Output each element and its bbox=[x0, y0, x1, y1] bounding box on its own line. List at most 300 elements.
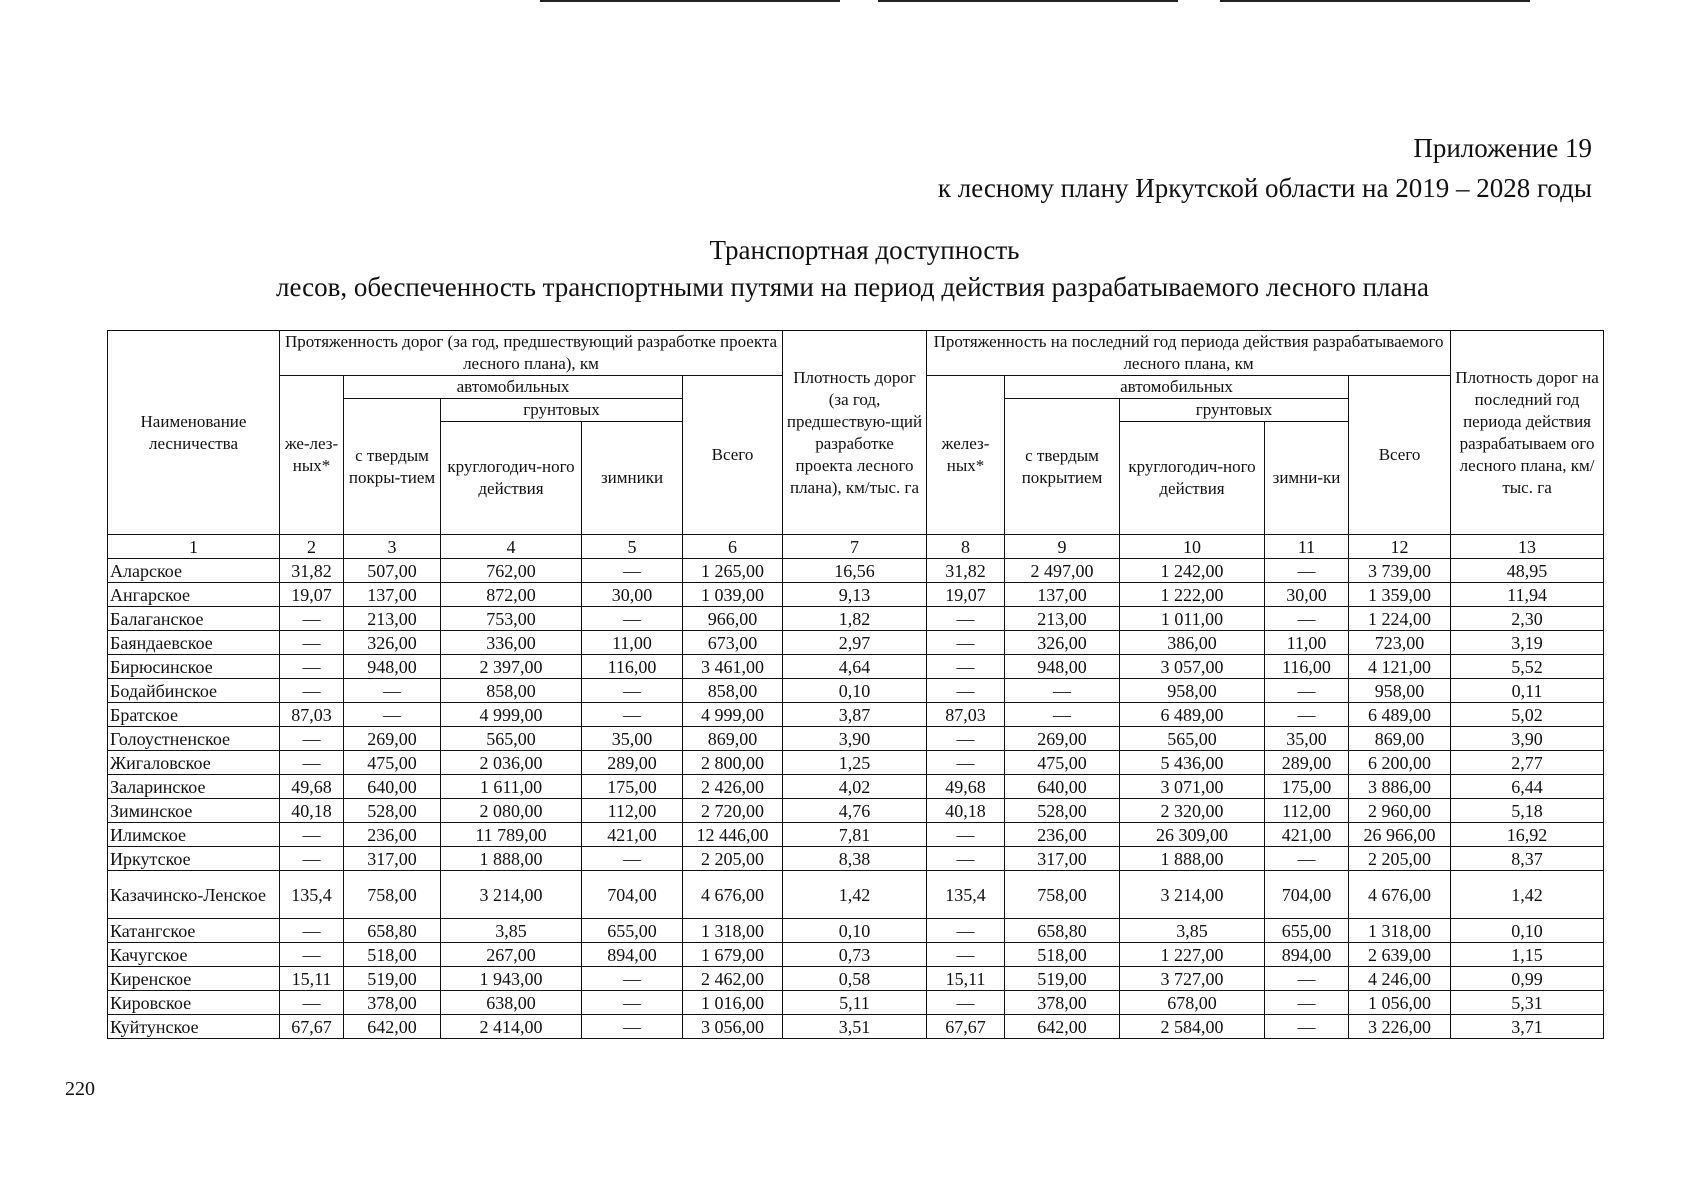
table-cell: 3 214,00 bbox=[1120, 871, 1265, 919]
table-cell: 3 886,00 bbox=[1349, 775, 1451, 799]
table-cell: 175,00 bbox=[582, 775, 683, 799]
table-cell: 1,25 bbox=[783, 751, 927, 775]
table-cell: 519,00 bbox=[1005, 967, 1120, 991]
table-cell: 3 071,00 bbox=[1120, 775, 1265, 799]
table-row bbox=[108, 919, 1604, 943]
table-cell: 528,00 bbox=[344, 799, 441, 823]
table-cell: 317,00 bbox=[1005, 847, 1120, 871]
scan-edge-line bbox=[540, 0, 840, 2]
table-cell: 378,00 bbox=[1005, 991, 1120, 1015]
header-dirt-after: грунтовых bbox=[1120, 399, 1349, 422]
table-cell: — bbox=[1005, 679, 1120, 703]
forestry-name-cell: Бодайбинское bbox=[108, 679, 280, 703]
column-number: 10 bbox=[1120, 535, 1265, 559]
header-total-before: Всего bbox=[683, 376, 783, 535]
page-number: 220 bbox=[65, 1078, 95, 1100]
forestry-name-cell: Братское bbox=[108, 703, 280, 727]
table-cell: 658,80 bbox=[1005, 919, 1120, 943]
table-cell: 135,4 bbox=[280, 871, 344, 919]
table-cell: 518,00 bbox=[1005, 943, 1120, 967]
table-cell: 869,00 bbox=[683, 727, 783, 751]
table-cell: — bbox=[344, 703, 441, 727]
column-number: 9 bbox=[1005, 535, 1120, 559]
table-cell: 213,00 bbox=[1005, 607, 1120, 631]
appendix-number: Приложение 19 bbox=[1413, 133, 1592, 163]
header-winter-before: зимники bbox=[582, 422, 683, 535]
forestry-name-cell: Иркутское bbox=[108, 847, 280, 871]
table-cell: 966,00 bbox=[683, 607, 783, 631]
table-cell: 26 966,00 bbox=[1349, 823, 1451, 847]
table-cell: — bbox=[1265, 607, 1349, 631]
table-cell: 858,00 bbox=[683, 679, 783, 703]
table-cell: 289,00 bbox=[1265, 751, 1349, 775]
table-cell: — bbox=[280, 991, 344, 1015]
table-cell: 3,85 bbox=[441, 919, 582, 943]
table-cell: — bbox=[927, 991, 1005, 1015]
column-number: 13 bbox=[1451, 535, 1604, 559]
scan-edge-line bbox=[1220, 0, 1530, 2]
table-cell: 16,56 bbox=[783, 559, 927, 583]
table-cell: 317,00 bbox=[344, 847, 441, 871]
column-number: 11 bbox=[1265, 535, 1349, 559]
table-cell: — bbox=[280, 655, 344, 679]
table-cell: 267,00 bbox=[441, 943, 582, 967]
table-cell: — bbox=[582, 1015, 683, 1039]
table-cell: 518,00 bbox=[344, 943, 441, 967]
table-cell: 1,15 bbox=[1451, 943, 1604, 967]
forestry-name-cell: Жигаловское bbox=[108, 751, 280, 775]
table-cell: 2 639,00 bbox=[1349, 943, 1451, 967]
table-cell: 894,00 bbox=[1265, 943, 1349, 967]
table-cell: 326,00 bbox=[344, 631, 441, 655]
forestry-name-cell: Аларское bbox=[108, 559, 280, 583]
table-cell: 1 227,00 bbox=[1120, 943, 1265, 967]
table-cell: 1 679,00 bbox=[683, 943, 783, 967]
table-cell: 3,19 bbox=[1451, 631, 1604, 655]
table-cell: 1 016,00 bbox=[683, 991, 783, 1015]
table-cell: 565,00 bbox=[441, 727, 582, 751]
table-cell: 5,52 bbox=[1451, 655, 1604, 679]
table-row bbox=[108, 799, 1604, 823]
table-cell: 11,00 bbox=[1265, 631, 1349, 655]
table-cell: 958,00 bbox=[1349, 679, 1451, 703]
table-row bbox=[108, 559, 1604, 583]
table-cell: 655,00 bbox=[1265, 919, 1349, 943]
column-number: 1 bbox=[108, 535, 280, 559]
table-row bbox=[108, 751, 1604, 775]
table-cell: 658,80 bbox=[344, 919, 441, 943]
column-number: 12 bbox=[1349, 535, 1451, 559]
table-cell: 421,00 bbox=[1265, 823, 1349, 847]
table-cell: 4 246,00 bbox=[1349, 967, 1451, 991]
table-cell: — bbox=[927, 679, 1005, 703]
column-number: 6 bbox=[683, 535, 783, 559]
table-cell: — bbox=[1265, 847, 1349, 871]
table-cell: 948,00 bbox=[344, 655, 441, 679]
forestry-name-cell: Заларинское bbox=[108, 775, 280, 799]
table-cell: 3,90 bbox=[783, 727, 927, 751]
table-row bbox=[108, 655, 1604, 679]
table-cell: 2 080,00 bbox=[441, 799, 582, 823]
appendix-header bbox=[938, 128, 1592, 208]
table-cell: 2 800,00 bbox=[683, 751, 783, 775]
table-row bbox=[108, 631, 1604, 655]
table-cell: — bbox=[1265, 679, 1349, 703]
table-cell: 2 960,00 bbox=[1349, 799, 1451, 823]
table-cell: 678,00 bbox=[1120, 991, 1265, 1015]
table-cell: — bbox=[280, 751, 344, 775]
table-cell: 6 200,00 bbox=[1349, 751, 1451, 775]
table-cell: — bbox=[927, 655, 1005, 679]
table-cell: 640,00 bbox=[1005, 775, 1120, 799]
table-cell: 0,99 bbox=[1451, 967, 1604, 991]
table-cell: — bbox=[582, 991, 683, 1015]
table-cell: 5,18 bbox=[1451, 799, 1604, 823]
table-cell: — bbox=[280, 727, 344, 751]
table-cell: 2,77 bbox=[1451, 751, 1604, 775]
table-cell: 112,00 bbox=[1265, 799, 1349, 823]
table-cell: 753,00 bbox=[441, 607, 582, 631]
table-cell: 49,68 bbox=[927, 775, 1005, 799]
table-row bbox=[108, 703, 1604, 727]
forestry-name-cell: Зиминское bbox=[108, 799, 280, 823]
table-cell: 31,82 bbox=[280, 559, 344, 583]
header-total-after: Всего bbox=[1349, 376, 1451, 535]
header-auto-before: автомобильных bbox=[344, 376, 683, 399]
header-winter-after: зимни-ки bbox=[1265, 422, 1349, 535]
forestry-name-cell: Куйтунское bbox=[108, 1015, 280, 1039]
table-cell: 26 309,00 bbox=[1120, 823, 1265, 847]
table-cell: — bbox=[280, 631, 344, 655]
table-cell: 2 414,00 bbox=[441, 1015, 582, 1039]
table-cell: 236,00 bbox=[1005, 823, 1120, 847]
table-cell: 0,11 bbox=[1451, 679, 1604, 703]
table-cell: — bbox=[582, 967, 683, 991]
table-cell: — bbox=[927, 823, 1005, 847]
table-cell: 236,00 bbox=[344, 823, 441, 847]
table-cell: 1 265,00 bbox=[683, 559, 783, 583]
table-cell: 12 446,00 bbox=[683, 823, 783, 847]
table-cell: 1,82 bbox=[783, 607, 927, 631]
table-cell: 475,00 bbox=[1005, 751, 1120, 775]
table-row bbox=[108, 775, 1604, 799]
header-density-before: Плотность дорог (за год, предшествую-щий разработке проекта лесного плана), км/тыс. га bbox=[783, 331, 927, 535]
forestry-name-cell: Казачинско-Ленское bbox=[108, 871, 280, 919]
table-cell: 135,4 bbox=[927, 871, 1005, 919]
table-cell: 2,30 bbox=[1451, 607, 1604, 631]
column-number: 8 bbox=[927, 535, 1005, 559]
table-cell: — bbox=[927, 943, 1005, 967]
table-cell: 16,92 bbox=[1451, 823, 1604, 847]
table-cell: 507,00 bbox=[344, 559, 441, 583]
table-row bbox=[108, 823, 1604, 847]
table-cell: 175,00 bbox=[1265, 775, 1349, 799]
table-row bbox=[108, 847, 1604, 871]
header-yearround-after: круглогодич-ного действия bbox=[1120, 422, 1265, 535]
table-cell: 19,07 bbox=[280, 583, 344, 607]
header-group-before: Протяженность дорог (за год, предшествующий разработке проекта лесного плана), км bbox=[280, 331, 783, 376]
header-group-after: Протяженность на последний год периода действия разрабатываемого лесного плана, км bbox=[927, 331, 1451, 376]
table-cell: 3,71 bbox=[1451, 1015, 1604, 1039]
table-cell: 4 999,00 bbox=[441, 703, 582, 727]
forestry-name-cell: Бирюсинское bbox=[108, 655, 280, 679]
table-cell: 378,00 bbox=[344, 991, 441, 1015]
title-line-2: лесов, обеспеченность транспортными путями на период действия разрабатываемого лесного плана bbox=[276, 272, 1429, 302]
table-cell: 1 039,00 bbox=[683, 583, 783, 607]
table-cell: 336,00 bbox=[441, 631, 582, 655]
table-cell: 642,00 bbox=[1005, 1015, 1120, 1039]
table-cell: 1 318,00 bbox=[1349, 919, 1451, 943]
table-cell: 137,00 bbox=[1005, 583, 1120, 607]
table-cell: — bbox=[1265, 1015, 1349, 1039]
table-cell: — bbox=[280, 607, 344, 631]
forestry-name-cell: Баяндаевское bbox=[108, 631, 280, 655]
table-cell: 4,02 bbox=[783, 775, 927, 799]
table-cell: — bbox=[1265, 967, 1349, 991]
table-cell: 19,07 bbox=[927, 583, 1005, 607]
table-cell: 1 943,00 bbox=[441, 967, 582, 991]
table-cell: 1,42 bbox=[1451, 871, 1604, 919]
table-cell: 3,85 bbox=[1120, 919, 1265, 943]
table-cell: 475,00 bbox=[344, 751, 441, 775]
column-number-row bbox=[108, 535, 1604, 559]
table-cell: 2 720,00 bbox=[683, 799, 783, 823]
table-cell: 3 226,00 bbox=[1349, 1015, 1451, 1039]
table-cell: 35,00 bbox=[582, 727, 683, 751]
table-cell: — bbox=[927, 631, 1005, 655]
table-cell: 326,00 bbox=[1005, 631, 1120, 655]
table-cell: 48,95 bbox=[1451, 559, 1604, 583]
table-cell: 386,00 bbox=[1120, 631, 1265, 655]
table-cell: 762,00 bbox=[441, 559, 582, 583]
table-row bbox=[108, 943, 1604, 967]
table-cell: 11,94 bbox=[1451, 583, 1604, 607]
appendix-subtitle: к лесному плану Иркутской области на 2019 – 2028 годы bbox=[937, 173, 1592, 203]
table-cell: 30,00 bbox=[582, 583, 683, 607]
table-cell: 30,00 bbox=[1265, 583, 1349, 607]
table-cell: — bbox=[927, 847, 1005, 871]
table-body bbox=[108, 535, 1604, 1039]
table-cell: 6 489,00 bbox=[1349, 703, 1451, 727]
header-hard-after: с твердым покрытием bbox=[1005, 399, 1120, 535]
table-cell: 958,00 bbox=[1120, 679, 1265, 703]
table-cell: 4 676,00 bbox=[1349, 871, 1451, 919]
table-cell: 5,02 bbox=[1451, 703, 1604, 727]
table-cell: — bbox=[927, 727, 1005, 751]
table-cell: 869,00 bbox=[1349, 727, 1451, 751]
table-row bbox=[108, 679, 1604, 703]
table-cell: 723,00 bbox=[1349, 631, 1451, 655]
table-cell: 11,00 bbox=[582, 631, 683, 655]
column-number: 4 bbox=[441, 535, 582, 559]
forestry-name-cell: Голоустненское bbox=[108, 727, 280, 751]
table-cell: 1 222,00 bbox=[1120, 583, 1265, 607]
table-cell: 0,10 bbox=[783, 679, 927, 703]
table-cell: 642,00 bbox=[344, 1015, 441, 1039]
table-cell: 6,44 bbox=[1451, 775, 1604, 799]
table-cell: 8,38 bbox=[783, 847, 927, 871]
table-cell: — bbox=[280, 919, 344, 943]
document-title bbox=[0, 232, 1705, 306]
table-cell: 1 011,00 bbox=[1120, 607, 1265, 631]
table-cell: 565,00 bbox=[1120, 727, 1265, 751]
table-cell: 289,00 bbox=[582, 751, 683, 775]
forestry-name-cell: Илимское bbox=[108, 823, 280, 847]
table-cell: 40,18 bbox=[280, 799, 344, 823]
table-cell: 1,42 bbox=[783, 871, 927, 919]
table-cell: 1 888,00 bbox=[1120, 847, 1265, 871]
forestry-name-cell: Балаганское bbox=[108, 607, 280, 631]
header-name: Наименование лесничества bbox=[108, 331, 280, 535]
table-cell: 3 214,00 bbox=[441, 871, 582, 919]
header-density-after: Плотность дорог на последний год периода действия разрабатываем ого лесного плана, км/тыс. га bbox=[1451, 331, 1604, 535]
table-cell: — bbox=[280, 679, 344, 703]
header-auto-after: автомобильных bbox=[1005, 376, 1349, 399]
table-cell: 11 789,00 bbox=[441, 823, 582, 847]
table-cell: 2 036,00 bbox=[441, 751, 582, 775]
table-row bbox=[108, 967, 1604, 991]
table-cell: 1 224,00 bbox=[1349, 607, 1451, 631]
table-cell: 4 676,00 bbox=[683, 871, 783, 919]
table-cell: 758,00 bbox=[344, 871, 441, 919]
table-cell: 638,00 bbox=[441, 991, 582, 1015]
table-cell: 87,03 bbox=[927, 703, 1005, 727]
column-number: 7 bbox=[783, 535, 927, 559]
forestry-name-cell: Ангарское bbox=[108, 583, 280, 607]
table-cell: 3,51 bbox=[783, 1015, 927, 1039]
table-cell: 137,00 bbox=[344, 583, 441, 607]
table-cell: 1 242,00 bbox=[1120, 559, 1265, 583]
table-cell: 704,00 bbox=[1265, 871, 1349, 919]
table-cell: 67,67 bbox=[927, 1015, 1005, 1039]
table-cell: 1 318,00 bbox=[683, 919, 783, 943]
table-cell: 3 461,00 bbox=[683, 655, 783, 679]
forestry-name-cell: Катангское bbox=[108, 919, 280, 943]
table-cell: 4 999,00 bbox=[683, 703, 783, 727]
table-cell: 2 462,00 bbox=[683, 967, 783, 991]
table-cell: 2 205,00 bbox=[683, 847, 783, 871]
table-row bbox=[108, 607, 1604, 631]
table-cell: 40,18 bbox=[927, 799, 1005, 823]
table-row bbox=[108, 871, 1604, 919]
table-cell: — bbox=[582, 679, 683, 703]
table-cell: 112,00 bbox=[582, 799, 683, 823]
table-cell: 948,00 bbox=[1005, 655, 1120, 679]
forestry-name-cell: Киренское bbox=[108, 967, 280, 991]
table-cell: 2 397,00 bbox=[441, 655, 582, 679]
table-cell: 3 739,00 bbox=[1349, 559, 1451, 583]
table-cell: 872,00 bbox=[441, 583, 582, 607]
table-cell: 655,00 bbox=[582, 919, 683, 943]
table-cell: 0,58 bbox=[783, 967, 927, 991]
header-hard-before: с твердым покры-тием bbox=[344, 399, 441, 535]
table-cell: — bbox=[582, 847, 683, 871]
table-cell: 1 888,00 bbox=[441, 847, 582, 871]
table-cell: 4,64 bbox=[783, 655, 927, 679]
table-cell: 1 611,00 bbox=[441, 775, 582, 799]
table-cell: 704,00 bbox=[582, 871, 683, 919]
table-cell: — bbox=[344, 679, 441, 703]
table-cell: — bbox=[582, 607, 683, 631]
table-cell: 3 727,00 bbox=[1120, 967, 1265, 991]
table-cell: 519,00 bbox=[344, 967, 441, 991]
table-cell: 49,68 bbox=[280, 775, 344, 799]
table-cell: 3,90 bbox=[1451, 727, 1604, 751]
table-cell: 640,00 bbox=[344, 775, 441, 799]
table-cell: 2 426,00 bbox=[683, 775, 783, 799]
forestry-name-cell: Качугское bbox=[108, 943, 280, 967]
table-cell: 15,11 bbox=[280, 967, 344, 991]
table-row bbox=[108, 583, 1604, 607]
table-cell: 213,00 bbox=[344, 607, 441, 631]
table-cell: 1 056,00 bbox=[1349, 991, 1451, 1015]
table-cell: 2,97 bbox=[783, 631, 927, 655]
column-number: 5 bbox=[582, 535, 683, 559]
header-dirt-before: грунтовых bbox=[441, 399, 683, 422]
table-cell: 67,67 bbox=[280, 1015, 344, 1039]
table-cell: 0,73 bbox=[783, 943, 927, 967]
table-cell: — bbox=[927, 751, 1005, 775]
table-cell: 9,13 bbox=[783, 583, 927, 607]
table-row bbox=[108, 991, 1604, 1015]
table-cell: 35,00 bbox=[1265, 727, 1349, 751]
table-cell: — bbox=[1265, 703, 1349, 727]
table-cell: — bbox=[1265, 991, 1349, 1015]
table-cell: 116,00 bbox=[1265, 655, 1349, 679]
table-row bbox=[108, 727, 1604, 751]
table-cell: — bbox=[582, 703, 683, 727]
table-cell: 8,37 bbox=[1451, 847, 1604, 871]
header-yearround-before: круглогодич-ного действия bbox=[441, 422, 582, 535]
table-cell: — bbox=[1005, 703, 1120, 727]
table-cell: 15,11 bbox=[927, 967, 1005, 991]
column-number: 2 bbox=[280, 535, 344, 559]
table-cell: 3,87 bbox=[783, 703, 927, 727]
table-cell: 4 121,00 bbox=[1349, 655, 1451, 679]
table-cell: 116,00 bbox=[582, 655, 683, 679]
table-cell: 3 057,00 bbox=[1120, 655, 1265, 679]
table-cell: 1 359,00 bbox=[1349, 583, 1451, 607]
table-cell: 2 584,00 bbox=[1120, 1015, 1265, 1039]
table-cell: 0,10 bbox=[1451, 919, 1604, 943]
table-cell: 2 497,00 bbox=[1005, 559, 1120, 583]
table-row bbox=[108, 1015, 1604, 1039]
forestry-name-cell: Кировское bbox=[108, 991, 280, 1015]
table-cell: — bbox=[1265, 559, 1349, 583]
table-cell: 0,10 bbox=[783, 919, 927, 943]
table-cell: 87,03 bbox=[280, 703, 344, 727]
header-rail-before: же-лез-ных* bbox=[280, 376, 344, 535]
table-cell: 3 056,00 bbox=[683, 1015, 783, 1039]
header-rail-after: желез-ных* bbox=[927, 376, 1005, 535]
transport-table bbox=[107, 330, 1604, 1039]
table-cell: — bbox=[280, 847, 344, 871]
table-cell: 4,76 bbox=[783, 799, 927, 823]
scan-edge-line bbox=[878, 0, 1178, 2]
table-cell: 5,31 bbox=[1451, 991, 1604, 1015]
table-cell: 7,81 bbox=[783, 823, 927, 847]
table-cell: 269,00 bbox=[344, 727, 441, 751]
table-cell: 758,00 bbox=[1005, 871, 1120, 919]
table-cell: — bbox=[582, 559, 683, 583]
table-cell: 5 436,00 bbox=[1120, 751, 1265, 775]
table-cell: 673,00 bbox=[683, 631, 783, 655]
table-cell: — bbox=[280, 823, 344, 847]
table-cell: 858,00 bbox=[441, 679, 582, 703]
table-cell: 528,00 bbox=[1005, 799, 1120, 823]
table-cell: — bbox=[927, 607, 1005, 631]
column-number: 3 bbox=[344, 535, 441, 559]
